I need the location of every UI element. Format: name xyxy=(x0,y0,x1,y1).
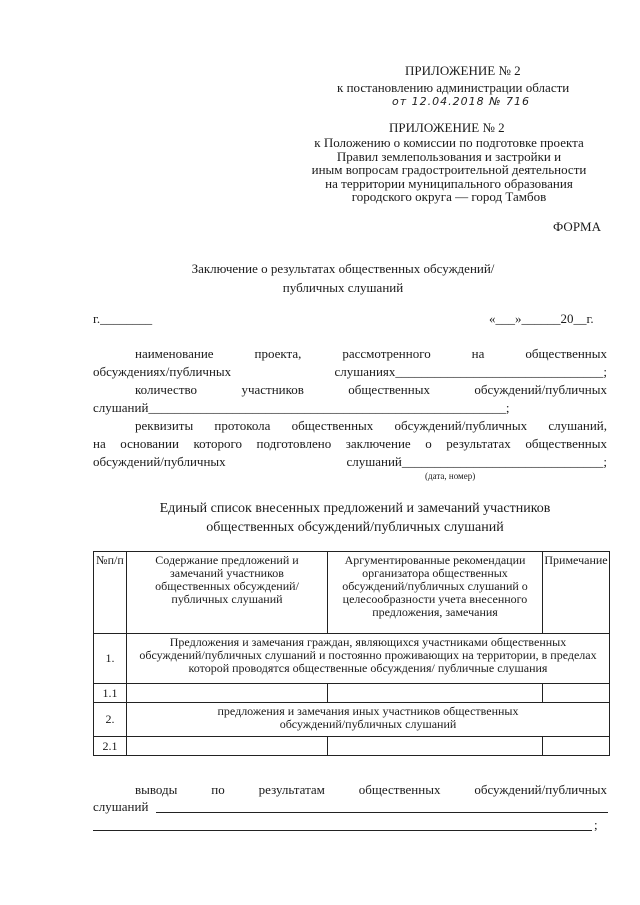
appendix2-line: городского округа — город Тамбов xyxy=(351,189,547,204)
field-line: на основании которого подготовлено заключение о результатах общественных xyxy=(93,436,607,451)
table-row xyxy=(94,737,610,756)
header-recommendations: Аргументированные рекомендации организатора общественных обсуждений/публичных слушаний о целесообразности учета внесенного предложения, замечания xyxy=(328,552,543,634)
table-cell xyxy=(543,684,610,703)
section-number: 2. xyxy=(94,703,127,737)
header-note: Примечание xyxy=(543,552,610,634)
appendix1-subtitle: к постановлению администрации области xyxy=(337,80,570,95)
header-number: №п/п xyxy=(94,552,127,634)
field-line: слушаний_______________________________________________________; xyxy=(93,400,510,415)
blank-line xyxy=(93,830,592,831)
row-number: 1.1 xyxy=(94,684,127,703)
section-text: Предложения и замечания граждан, являющихся участниками общественных обсуждений/публичных слушаний и постоянно проживающих на территории, в пределах которой проводятся общественные обсуждения/ публичные слушания xyxy=(127,634,610,684)
table-cell xyxy=(127,737,328,756)
date-field: «___»______20__г. xyxy=(489,311,594,326)
list-title-line: общественных обсуждений/публичных слушаний xyxy=(206,520,504,535)
handwritten-date-number: от 12.04.2018 № 716 xyxy=(392,95,531,108)
document-title xyxy=(150,259,536,297)
form-label: ФОРМА xyxy=(553,219,601,234)
row-number: 2.1 xyxy=(94,737,127,756)
document-title-line: Заключение о результатах общественных обсуждений/ xyxy=(191,261,495,276)
place-field: г.________ xyxy=(93,311,153,326)
appendix2-line: Правил землепользования и застройки и xyxy=(336,148,562,164)
table-section-row xyxy=(94,703,610,737)
table-cell xyxy=(543,737,610,756)
field-line: обсуждениях/публичных слушаниях________________________________; xyxy=(93,364,607,379)
field-line: реквизиты протокола общественных обсуждений/публичных слушаний, xyxy=(135,418,607,433)
field-line: количество участников общественных обсуждений/публичных xyxy=(135,382,607,397)
table-cell xyxy=(328,684,543,703)
header-content: Содержание предложений и замечаний участников общественных обсуждений/публичных слушаний xyxy=(127,552,328,634)
field-line: выводы по результатам общественных обсуждений/публичных xyxy=(135,782,607,797)
appendix2-title: ПРИЛОЖЕНИЕ № 2 xyxy=(389,120,505,135)
blank-line xyxy=(156,812,608,813)
appendix1-title: ПРИЛОЖЕНИЕ № 2 xyxy=(405,63,521,78)
field-hint: (дата, номер) xyxy=(425,471,476,481)
field-line: обсуждений/публичных слушаний_______________________________; xyxy=(93,454,607,469)
line-end: ; xyxy=(594,817,598,832)
appendix2-line: на территории муниципального образования xyxy=(325,175,573,191)
field-line: наименование проекта, рассмотренного на общественных xyxy=(135,346,607,361)
table-cell xyxy=(127,684,328,703)
table-header-row xyxy=(94,552,610,634)
table-cell xyxy=(328,737,543,756)
proposals-table xyxy=(93,551,610,756)
section-number: 1. xyxy=(94,634,127,684)
section-text: предложения и замечания иных участников общественных обсуждений/публичных слушаний xyxy=(127,703,610,737)
table-row xyxy=(94,684,610,703)
field-line: слушаний xyxy=(93,799,149,814)
appendix2-line: иным вопросам градостроительной деятельности xyxy=(311,162,587,177)
list-title-line: Единый список внесенных предложений и замечаний участников xyxy=(159,501,551,516)
appendix2-line: к Положению о комиссии по подготовке проекта xyxy=(314,135,584,150)
list-title xyxy=(130,499,580,537)
table-section-row xyxy=(94,634,610,684)
appendix2-lines xyxy=(290,136,608,204)
document-title-line: публичных слушаний xyxy=(282,280,404,295)
